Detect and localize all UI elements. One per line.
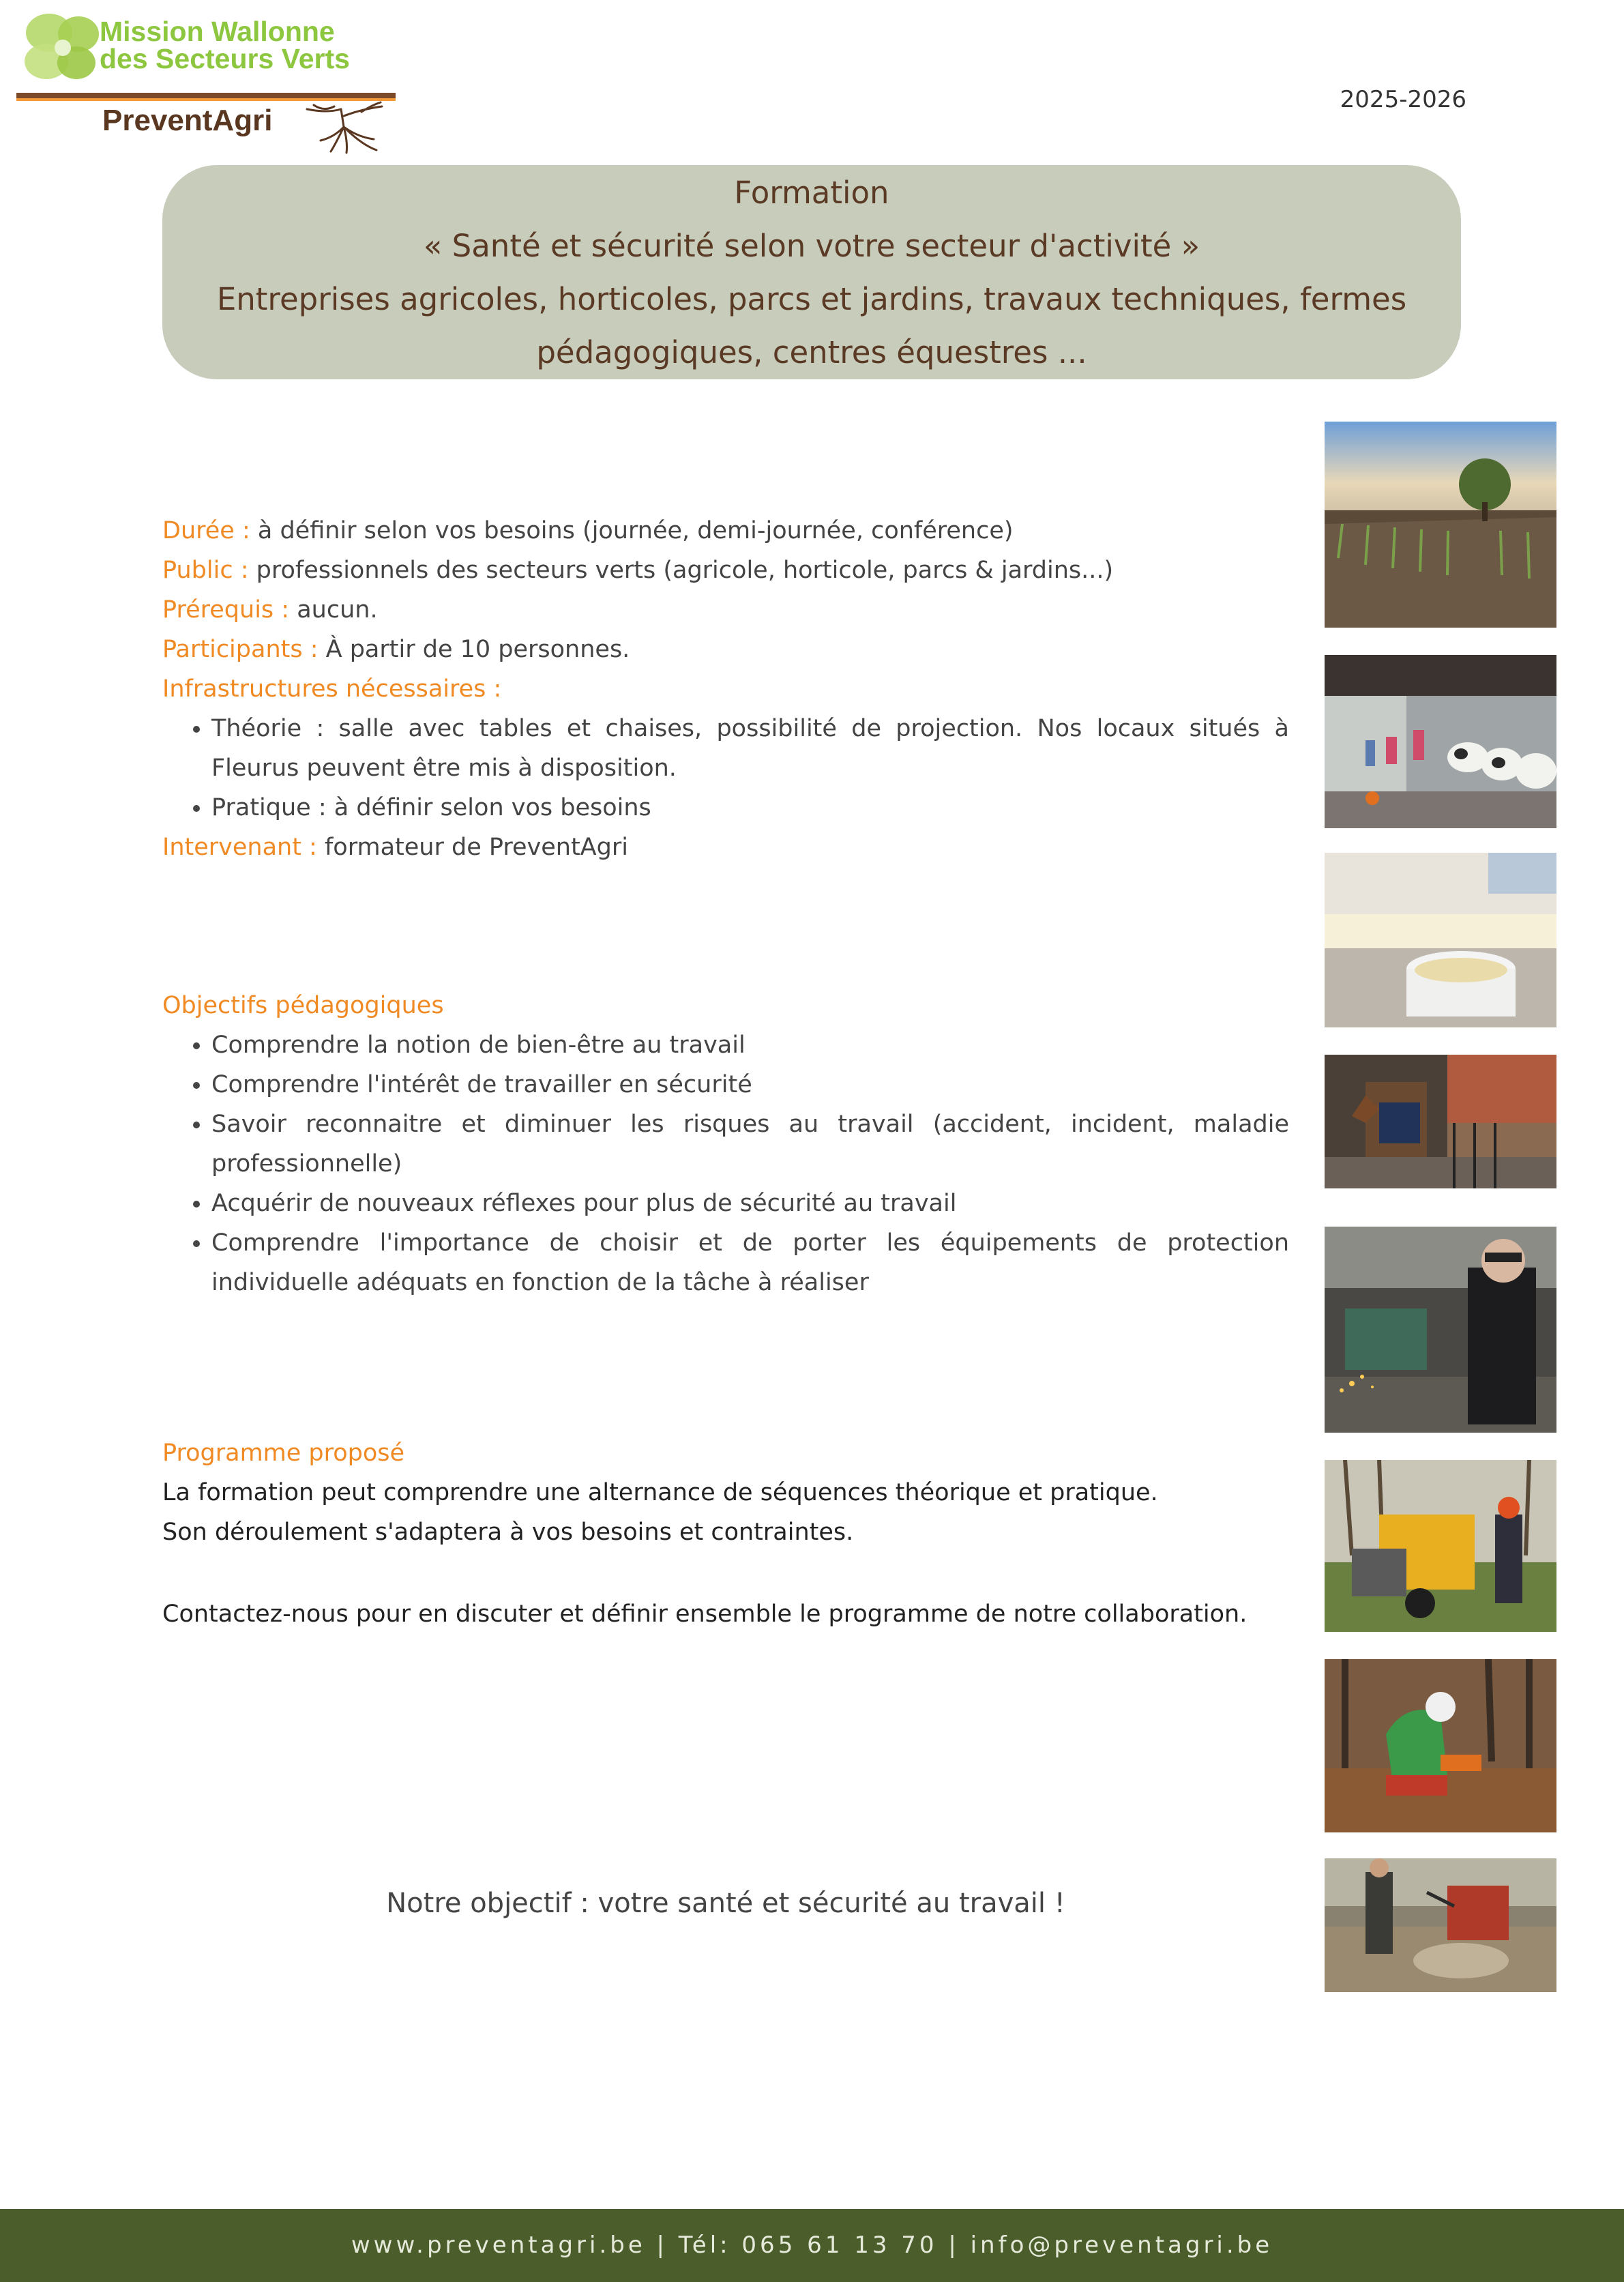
- photo-metal-grinding: [1325, 1227, 1556, 1433]
- photo-horse-stable: [1325, 1055, 1556, 1188]
- photo-wood-chipper: [1325, 1460, 1556, 1632]
- list-item: • Théorie : salle avec tables et chaises, possibilité de projection. Nos locaux situés à Fleurus peuvent être mis à disposition.: [211, 709, 1289, 788]
- logo-title-line2: des Secteurs Verts: [100, 43, 350, 74]
- photo-chainsaw-forest: [1325, 1659, 1556, 1832]
- participants-label: Participants :: [162, 636, 319, 663]
- tree-roots-icon: [293, 100, 396, 154]
- programme-title: Programme proposé: [162, 1439, 405, 1467]
- list-item: • Comprendre la notion de bien-être au travail: [211, 1025, 1289, 1065]
- programme-line1: La formation peut comprendre une alternance de séquences théorique et pratique.: [162, 1479, 1158, 1506]
- prerequis-value: aucun.: [289, 596, 378, 624]
- photo-field-tree: [1325, 422, 1556, 628]
- intervenant-value: formateur de PreventAgri: [316, 834, 628, 861]
- banner-line-sectors: Entreprises agricoles, horticoles, parcs et jardins, travaux techniques, fermes: [216, 281, 1407, 317]
- objectifs-section: [162, 986, 1289, 1302]
- participants-value: À partir de 10 personnes.: [318, 636, 630, 663]
- duree-label: Durée :: [162, 517, 250, 544]
- list-item: • Savoir reconnaitre et diminuer les risques au travail (accident, incident, maladie professionnelle): [211, 1105, 1289, 1184]
- banner-line-title: « Santé et sécurité selon votre secteur d'activité »: [423, 228, 1200, 264]
- logo-title-line1: Mission Wallonne: [100, 16, 335, 47]
- public-label: Public :: [162, 557, 249, 584]
- photo-dairy-room: [1325, 853, 1556, 1027]
- banner-line-sectors-cont: pédagogiques, centres équestres ...: [536, 334, 1087, 370]
- prerequis-label: Prérequis :: [162, 596, 290, 624]
- intervenant-row: [162, 828, 1289, 867]
- programme-contact: Contactez-nous pour en discuter et définir ensemble le programme de notre collaboration.: [162, 1600, 1247, 1628]
- logo-divider: [16, 93, 396, 98]
- logo-subtitle: PreventAgri: [102, 104, 273, 137]
- intervenant-label: Intervenant :: [162, 834, 317, 861]
- banner-line-formation: Formation: [734, 175, 889, 211]
- duree-row: [162, 511, 1289, 551]
- programme-line2: Son déroulement s'adaptera à vos besoins et contraintes.: [162, 1519, 854, 1546]
- objectifs-list: [162, 1025, 1289, 1302]
- list-item: • Acquérir de nouveaux réflexes pour plus de sécurité au travail: [211, 1184, 1289, 1223]
- school-year: 2025-2026: [1340, 86, 1466, 113]
- public-row: [162, 551, 1289, 590]
- photo-rototiller: [1325, 1858, 1556, 1992]
- list-item: • Pratique : à définir selon vos besoins: [211, 788, 1289, 828]
- photo-cow-barn: [1325, 655, 1556, 828]
- details-section: [162, 511, 1289, 867]
- spacer: [162, 1552, 1289, 1594]
- list-item: • Comprendre l'importance de choisir et de porter les équipements de protection individuelle adéquats en fonction de la tâche à réaliser: [211, 1223, 1289, 1302]
- footer-contact: www.preventagri.be | Tél: 065 61 13 70 | info@preventagri.be: [0, 2209, 1624, 2282]
- participants-row: [162, 630, 1289, 669]
- infra-list: [162, 709, 1289, 828]
- programme-section: [162, 1433, 1289, 1634]
- title-banner: [162, 165, 1461, 379]
- prerequis-row: [162, 590, 1289, 630]
- slogan: Notre objectif : votre santé et sécurité au travail !: [386, 1888, 1065, 1919]
- logo: [14, 7, 409, 150]
- public-value: professionnels des secteurs verts (agricole, horticole, parcs & jardins...): [248, 557, 1114, 584]
- duree-value: à définir selon vos besoins (journée, demi-journée, conférence): [250, 517, 1014, 544]
- list-item: • Comprendre l'intérêt de travailler en sécurité: [211, 1065, 1289, 1105]
- infra-label: Infrastructures nécessaires :: [162, 675, 502, 703]
- objectifs-title: Objectifs pédagogiques: [162, 992, 444, 1019]
